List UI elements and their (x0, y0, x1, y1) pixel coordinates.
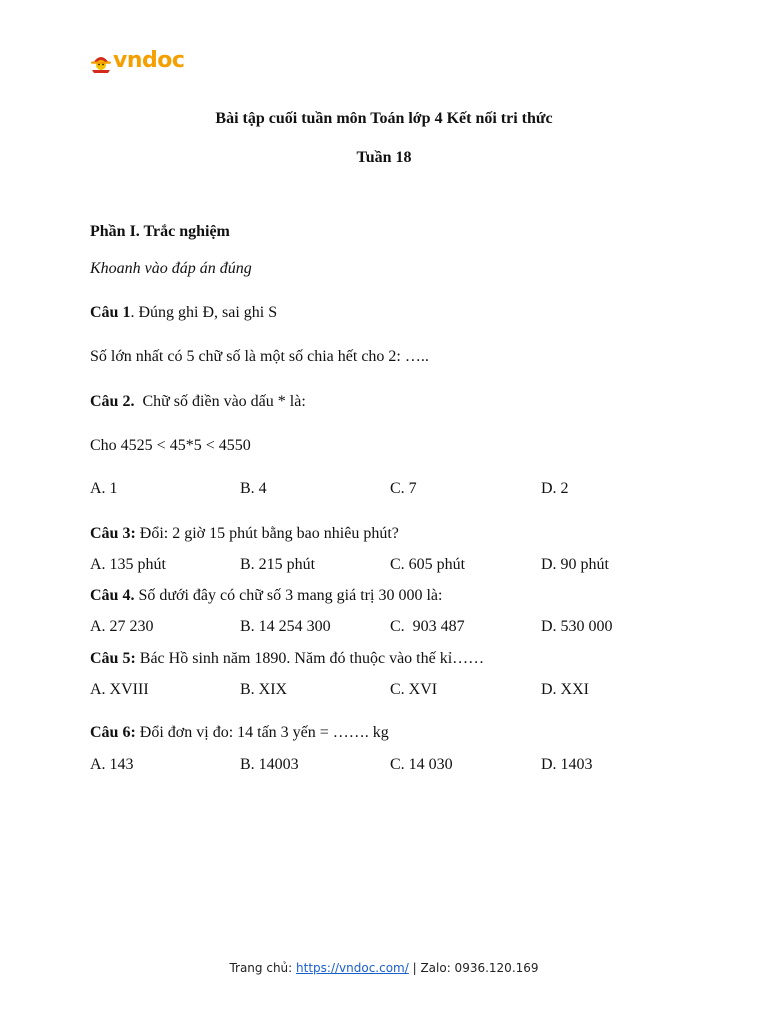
option-d: D. 530 000 (541, 618, 613, 635)
question-text: Đổi đơn vị đo: 14 tấn 3 yến = ……. kg (135, 724, 389, 741)
question-text: Đổi: 2 giờ 15 phút bằng bao nhiêu phút? (135, 525, 399, 542)
footer-contact: | Zalo: 0936.120.169 (408, 961, 539, 975)
question-text: Bác Hồ sinh năm 1890. Năm đó thuộc vào thế kỉ…… (135, 650, 485, 667)
question-1 (90, 304, 277, 322)
footer-prefix: Trang chủ: (229, 961, 297, 975)
option-b: B. XIX (240, 681, 288, 698)
question-text: . Đúng ghi Đ, sai ghi S (130, 304, 278, 321)
option-b: B. 215 phút (240, 556, 316, 573)
option-c: C. 7 (390, 480, 417, 497)
option-c: C. 903 487 (390, 618, 465, 635)
question-label: Câu 6: (90, 724, 136, 741)
question-4 (90, 587, 442, 605)
option-a: A. XVIII (90, 681, 149, 698)
question-1-statement: Số lớn nhất có 5 chữ số là một số chia hết cho 2: ….. (90, 348, 429, 365)
question-label: Câu 2. (90, 393, 135, 410)
question-label: Câu 3: (90, 525, 136, 542)
vndoc-logo[interactable] (90, 46, 184, 76)
option-c: C. 14 030 (390, 756, 453, 773)
question-label: Câu 5: (90, 650, 136, 667)
option-a: A. 27 230 (90, 618, 154, 635)
option-a: A. 1 (90, 480, 118, 497)
question-label: Câu 1 (90, 304, 131, 321)
homepage-link[interactable]: https://vndoc.com/ (296, 961, 409, 975)
question-5 (90, 650, 484, 668)
section-heading: Phần I. Trắc nghiệm (90, 223, 230, 240)
question-6 (90, 724, 389, 742)
option-b: B. 4 (240, 480, 267, 497)
option-b: B. 14003 (240, 756, 299, 773)
option-d: D. 1403 (541, 756, 593, 773)
section-instruction: Khoanh vào đáp án đúng (90, 260, 252, 277)
question-3 (90, 525, 399, 543)
question-2 (90, 393, 306, 411)
mascot-icon (90, 49, 112, 73)
question-label: Câu 4. (90, 587, 135, 604)
option-d: D. 2 (541, 480, 569, 497)
question-text: Chữ số điền vào dấu * là: (134, 393, 306, 410)
option-a: A. 143 (90, 756, 134, 773)
question-text: Số dưới đây có chữ số 3 mang giá trị 30 000 là: (134, 587, 443, 604)
question-2-statement: Cho 4525 < 45*5 < 4550 (90, 437, 251, 454)
option-d: D. XXI (541, 681, 589, 698)
option-c: C. 605 phút (390, 556, 466, 573)
option-b: B. 14 254 300 (240, 618, 331, 635)
option-a: A. 135 phút (90, 556, 166, 573)
page-footer (0, 961, 768, 975)
document-title: Bài tập cuối tuần môn Toán lớp 4 Kết nối tri thức (215, 110, 553, 127)
option-d: D. 90 phút (541, 556, 609, 573)
option-c: C. XVI (390, 681, 438, 698)
document-subtitle: Tuần 18 (356, 149, 412, 166)
brand-name: vndoc (113, 48, 185, 73)
